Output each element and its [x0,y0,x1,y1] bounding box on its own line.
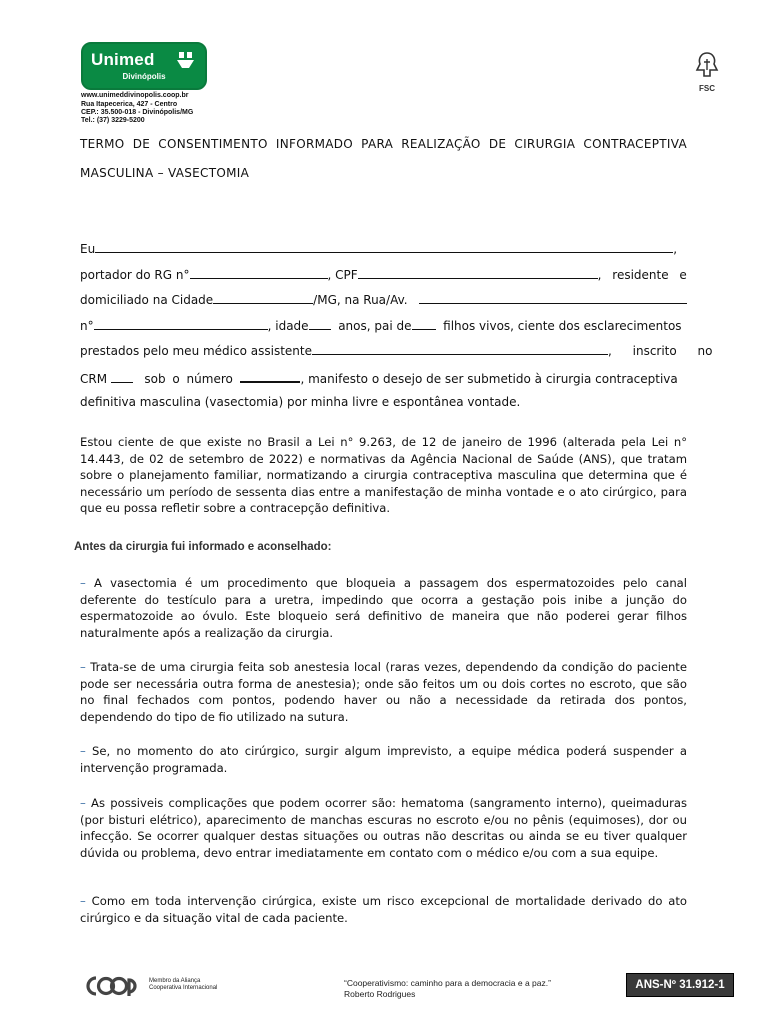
form-line-cidade [80,291,687,308]
label-numero: n° [80,319,94,333]
form-line-definitiva: definitiva masculina (vasectomia) por minha livre e espontânea vontade. [80,395,521,409]
label-rg: portador do RG n° [80,268,190,282]
label-cpf: , CPF [327,268,358,282]
coop-logo-icon [82,970,146,1002]
ans-badge: ANS-Nº 31.912-1 [626,973,734,997]
coop-line-2: Cooperativa Internacional [149,985,218,991]
idade-field[interactable] [309,317,331,330]
item-2-text: Trata-se de uma cirurgia feita sob anestesia local (raras vezes, dependendo da condição do paciente pode ser necessária outra forma de anestesia); onde são feitos um ou dois cortes no escroto, que são no final fechados com pontos, podendo haver ou não a necessidade da retirada dos pontos, dependendo do tipo de fio utilizado na sutura. [80,660,687,724]
label-medico: prestados pelo meu médico assistente [80,344,312,358]
logo-brand: Unimed [91,50,155,69]
rg-field[interactable] [190,266,328,279]
footer-quote [344,978,551,1000]
section-heading: Antes da cirurgia fui informado e aconselhado: [74,541,332,553]
label-comma: , [673,242,678,256]
item-4 [80,795,687,861]
filhos-field[interactable] [412,317,436,330]
item-1 [80,575,687,641]
label-crm: CRM [80,372,108,386]
rua-field[interactable] [419,291,687,304]
item-5 [80,893,687,926]
item-5-text: Como em toda intervenção cirúrgica, existe um risco excepcional de mortalidade derivado do ato cirúrgico e da situação vital de cada paciente. [80,894,688,925]
label-sob: sob o número [144,372,233,386]
fsc-logo [692,50,722,93]
quote-text: “Cooperativismo: caminho para a democracia e a paz.” [344,978,551,988]
title-line-1: TERMO DE CONSENTIMENTO INFORMADO PARA REALIZAÇÃO DE CIRURGIA CONTRACEPTIVA [80,137,687,151]
address-text: Rua Itapecerica, 427 - Centro [81,101,178,108]
fsc-tree-icon [692,50,722,80]
label-eu: Eu [80,242,96,256]
coop-line-1: Membro da Aliança [149,978,201,984]
quote-author: Roberto Rodrigues [344,989,416,999]
cidade-field[interactable] [213,291,313,304]
form-line-numero [80,317,682,334]
dash-icon: – [80,796,86,810]
label-cidade: domiciliado na Cidade [80,293,214,307]
label-manifesto: , manifesto o desejo de ser submetido à cirurgia contraceptiva [300,372,678,386]
coop-caption [149,978,217,992]
crm-field[interactable] [111,370,133,383]
phone-text: Tel.: (37) 3229-5200 [81,117,145,124]
title-line-2: MASCULINA – VASECTOMIA [80,166,250,180]
item-3-text: Se, no momento do ato cirúrgico, surgir algum imprevisto, a equipe médica poderá suspender a intervenção programada. [80,744,687,775]
item-1-text: A vasectomia é um procedimento que bloqueia a passagem dos espermatozoides pelo canal deferente do testículo para a uretra, impedindo que ocorra a gestação pois inibe a junção do espermatozoide ao óvulo. Este bloqueio será definitivo de maneira que não poderei gerar filhos naturalmente após a realização da cirurgia. [80,576,687,640]
label-rua: /MG, na Rua/Av. [313,293,408,307]
form-line-rg [80,266,687,283]
dash-icon: – [80,576,86,590]
item-2 [80,659,687,725]
medico-field[interactable] [312,342,608,355]
law-paragraph: Estou ciente de que existe no Brasil a Lei n° 9.263, de 12 de janeiro de 1996 (alterada pela Lei n° 14.443, de 02 de setembro de 2022) e normativas da Agência Nacional de Saúde (ANS), que tratam sobre o planejamento familiar, normatizando a cirurgia contraceptiva masculina que determina que é necessário um período de sessenta dias entre a manifestação de minha vontade e o ato cirúrgico, para que eu possa refletir sobre a contracepção definitiva. [80,435,687,516]
dash-icon: – [80,894,86,908]
cep-text: CEP.: 35.500-018 - Divinópolis/MG [81,109,194,116]
tree-icon [175,50,197,70]
dash-icon: – [80,660,86,674]
item-4-text: As possiveis complicações que podem ocorrer são: hematoma (sangramento interno), queimaduras (por bisturi elétrico), aparecimento de manchas escuras no escroto e/ou no pênis (equimoses), dor ou infecção. Se ocorrer qualquer destas situações ou outras não descritas ou ainda se eu tiver qualquer dúvida ou problema, devo entrar imediatamente em contato com o médico e/ou com a sua equipe. [80,796,688,860]
form-line-medico [80,342,713,359]
form-line-crm [80,369,678,387]
numero-field[interactable] [94,317,268,330]
website-text: www.unimeddivinopolis.coop.br [81,92,189,99]
label-pai: anos, pai de [338,319,412,333]
name-field[interactable] [95,240,673,253]
dash-icon: – [80,744,86,758]
unimed-logo [81,42,207,90]
fsc-label: FSC [699,84,715,93]
form-line-name [80,240,677,257]
document-title [80,130,687,188]
logo-city: Divinópolis [122,72,166,81]
item-3 [80,743,687,776]
label-idade: , idade [267,319,309,333]
label-filhos: filhos vivos, ciente dos esclarecimentos [443,319,682,333]
label-inscrito: , inscrito no [608,344,713,358]
crm-numero-field[interactable] [240,369,300,383]
label-residente: , residente e [597,268,687,282]
cpf-field[interactable] [358,266,598,279]
